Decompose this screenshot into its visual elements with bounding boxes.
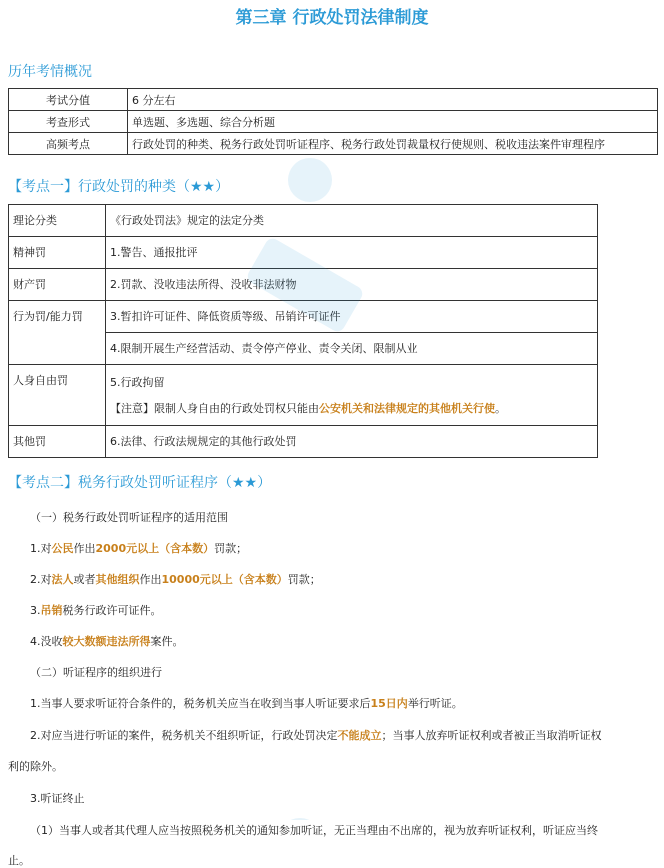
org-item-2-continued: 利的除外。 [8, 760, 63, 773]
text-span: 罚款； [214, 542, 248, 555]
table-row [9, 269, 598, 301]
table-cell-value: 1.警告、通报批评 [106, 237, 598, 269]
table-cell-value: 行政处罚的种类、税务行政处罚听证程序、税务行政处罚裁量权行使规则、税收违法案件审理程序 [128, 133, 658, 155]
scope-item-3 [30, 602, 162, 618]
table-cell-value: 2.罚款、没收违法所得、没收非法财物 [106, 269, 598, 301]
table-cell-value: 4.限制开展生产经营活动、责令停产停业、责令关闭、限制从业 [106, 333, 598, 365]
table-cell-label: 考查形式 [9, 111, 128, 133]
subsection-scope: （一）税务行政处罚听证程序的适用范围 [30, 511, 228, 524]
text-span: ；当事人放弃听证权利或者被正当取消听证权 [381, 729, 602, 742]
text-span: 作出 [73, 542, 96, 555]
highlight-span: 2000元以上（含本数） [95, 542, 215, 555]
table-row [9, 133, 658, 155]
table-cell-label: 理论分类 [9, 205, 106, 237]
text-span: 3. [30, 604, 41, 617]
table-cell-value: 6.法律、行政法规规定的其他行政处罚 [106, 426, 598, 458]
table-cell-value [106, 365, 598, 426]
table-row [9, 111, 658, 133]
text-span: 税务行政许可证件。 [62, 604, 162, 617]
note-suffix: 。 [495, 402, 506, 415]
org-item-3-1-continued: 止。 [8, 854, 30, 867]
text-span: 2.对应当进行听证的案件，税务机关不组织听证，行政处罚决定 [30, 729, 338, 742]
subsection-organization: （二）听证程序的组织进行 [30, 666, 162, 679]
point-two-prefix: 【考点二】 [8, 475, 78, 491]
table-cell-label: 精神罚 [9, 237, 106, 269]
scope-item-4 [30, 633, 184, 649]
text-span: 1.对 [30, 542, 52, 555]
scope-item-2 [30, 571, 321, 587]
org-item-1 [30, 695, 463, 711]
table-cell-value: 3.暂扣许可证件、降低资质等级、吊销许可证件 [106, 301, 598, 333]
org-item-3: 3.听证终止 [30, 792, 85, 805]
detention-item: 5.行政拘留 [110, 376, 165, 389]
table-row [9, 301, 598, 333]
highlight-span: 15日内 [370, 697, 408, 710]
table-cell-label: 其他罚 [9, 426, 106, 458]
highlight-span: 较大数额违法所得 [62, 635, 151, 648]
page-title: 第三章 行政处罚法律制度 [235, 8, 429, 28]
point-one-prefix: 【考点一】 [8, 179, 78, 195]
exam-overview-table [8, 88, 658, 155]
highlight-span: 吊销 [40, 604, 63, 617]
note-prefix: 【注意】限制人身自由的行政处罚权只能由 [110, 402, 319, 415]
scope-item-1 [30, 540, 247, 556]
text-span: 2.对 [30, 573, 52, 586]
highlight-span: 其他组织 [95, 573, 140, 586]
text-span: 罚款； [287, 573, 321, 586]
table-cell-label: 考试分值 [9, 89, 128, 111]
point-one-heading [8, 176, 229, 196]
text-span: 4.没收 [30, 635, 63, 648]
table-row [9, 426, 598, 458]
note-highlight: 公安机关和法律规定的其他机关行使 [319, 402, 495, 415]
penalty-types-table [8, 204, 598, 458]
table-cell-value: 单选题、多选题、综合分析题 [128, 111, 658, 133]
detention-note [110, 399, 593, 425]
table-cell-value: 《行政处罚法》规定的法定分类 [106, 205, 598, 237]
table-cell-label: 人身自由罚 [9, 365, 106, 426]
point-one-text: 行政处罚的种类（★★） [78, 179, 230, 195]
point-two-text: 税务行政处罚听证程序（★★） [78, 475, 272, 491]
highlight-span: 不能成立 [337, 729, 382, 742]
text-span: 1.当事人要求听证符合条件的，税务机关应当在收到当事人听证要求后 [30, 697, 371, 710]
table-cell-label: 行为罚/能力罚 [9, 301, 106, 365]
table-row [9, 205, 598, 237]
text-span: 或者 [73, 573, 96, 586]
table-cell-label: 财产罚 [9, 269, 106, 301]
table-row [9, 237, 598, 269]
table-cell-label: 高频考点 [9, 133, 128, 155]
org-item-2 [30, 727, 602, 743]
highlight-span: 公民 [51, 542, 74, 555]
table-row [9, 89, 658, 111]
highlight-span: 10000元以上（含本数） [161, 573, 288, 586]
text-span: 作出 [139, 573, 162, 586]
org-item-3-1: （1）当事人或者其代理人应当按照税务机关的通知参加听证，无正当理由不出席的，视为放弃听证权利，听证应当终 [30, 824, 598, 837]
table-row [9, 365, 598, 426]
point-two-heading [8, 472, 271, 492]
highlight-span: 法人 [51, 573, 74, 586]
table-cell-value: 6 分左右 [128, 89, 658, 111]
text-span: 举行听证。 [407, 697, 463, 710]
section-heading-exam-overview: 历年考情概况 [8, 64, 92, 80]
text-span: 案件。 [150, 635, 184, 648]
